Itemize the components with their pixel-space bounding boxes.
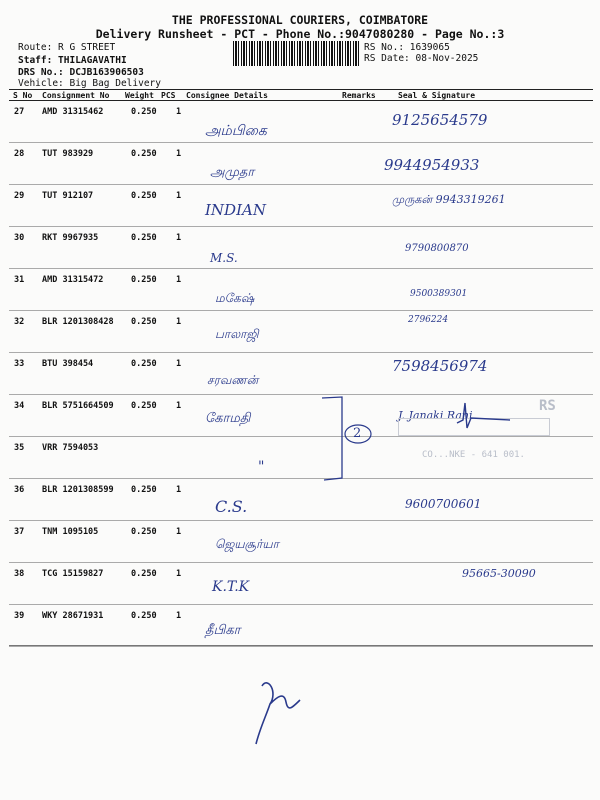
row-pcs: 1 [176, 107, 182, 117]
route: Route: R G STREET [18, 42, 116, 53]
row-seal: 9944954933 [384, 156, 480, 174]
row-consignee: அமுதா [210, 165, 255, 180]
row-divider [9, 646, 593, 647]
row-consignment: TNM 1095105 [42, 527, 99, 537]
table-row [9, 605, 593, 647]
row-sno: 32 [14, 317, 25, 327]
row-pcs: 1 [176, 527, 182, 537]
row-seal: 9500389301 [410, 289, 468, 299]
row-consignment: BTU 398454 [42, 359, 94, 369]
row-seal: 9125654579 [392, 111, 488, 129]
row-weight: 0.250 [131, 527, 157, 537]
col-consignee: Consignee Details [186, 91, 268, 100]
row-weight: 0.250 [131, 107, 157, 117]
row-consignee: தீபிகா [205, 623, 241, 638]
header-rule-top [9, 89, 593, 90]
row-sno: 30 [14, 233, 25, 243]
row-pcs: 1 [176, 401, 182, 411]
bracket-mark [318, 394, 378, 484]
row-sno: 33 [14, 359, 25, 369]
row-sno: 37 [14, 527, 25, 537]
table-row [9, 563, 593, 605]
col-pcs: PCS [161, 91, 176, 100]
vehicle: Vehicle: Big Bag Delivery [18, 78, 161, 89]
table-row [9, 185, 593, 227]
table-row [9, 101, 593, 143]
col-remarks: Remarks [342, 91, 376, 100]
row-consignment: AMD 31315462 [42, 107, 104, 117]
stamp-text-bottom: CO...NKE - 641 001. [422, 450, 525, 460]
table-bottom-rule [9, 645, 593, 646]
row-consignee: அம்பிகை [205, 123, 267, 139]
row-consignment: AMD 31315472 [42, 275, 104, 285]
table-row [9, 227, 593, 269]
row-weight: 0.250 [131, 191, 157, 201]
row-weight: 0.250 [131, 233, 157, 243]
table-row [9, 479, 593, 521]
row-seal: 95665-30090 [462, 567, 536, 580]
row-consignee: கோமதி [205, 411, 251, 426]
row-pcs: 1 [176, 149, 182, 159]
row-seal: J. Janaki Rani [398, 409, 473, 422]
row-pcs: 1 [176, 611, 182, 621]
row-sno: 31 [14, 275, 25, 285]
row-consignee: C.S. [215, 497, 248, 516]
row-seal: 9600700601 [405, 497, 482, 511]
row-consignee: பாலாஜி [215, 327, 259, 341]
row-consignment: RKT 9967935 [42, 233, 99, 243]
row-pcs: 1 [176, 275, 182, 285]
rs-number: RS No.: 1639065 [364, 42, 450, 53]
row-pcs: 1 [176, 191, 182, 201]
row-sno: 36 [14, 485, 25, 495]
staff-signature [248, 672, 308, 752]
company-title: THE PROFESSIONAL COURIERS, COIMBATORE [171, 13, 429, 27]
row-weight: 0.250 [131, 275, 157, 285]
row-consignment: TCG 15159827 [42, 569, 104, 579]
stamp-text-top: RS [539, 398, 556, 414]
signature-34 [455, 398, 515, 438]
row-seal: 2796224 [408, 315, 449, 325]
table-row [9, 353, 593, 395]
table-row [9, 269, 593, 311]
row-sno: 39 [14, 611, 25, 621]
row-seal: 7598456974 [392, 357, 488, 375]
rs-date: RS Date: 08-Nov-2025 [364, 53, 479, 64]
row-sno: 27 [14, 107, 25, 117]
row-consignment: BLR 1201308599 [42, 485, 114, 495]
row-pcs: 1 [176, 233, 182, 243]
row-consignment: BLR 5751664509 [42, 401, 114, 411]
row-consignee: K.T.K [212, 579, 250, 595]
col-weight: Weight [125, 91, 154, 100]
row-consignment: TUT 983929 [42, 149, 94, 159]
row-weight: 0.250 [131, 611, 157, 621]
row-seal: 9790800870 [405, 243, 469, 254]
row-sno: 29 [14, 191, 25, 201]
row-consignment: VRR 7594053 [42, 443, 99, 453]
row-seal: முருகன் 9943319261 [392, 193, 506, 206]
drs-number: DRS No.: DCJB163906503 [18, 67, 144, 78]
col-sno: S No [13, 91, 33, 100]
row-consignee: மகேஷ் [215, 291, 255, 305]
row-weight: 0.250 [131, 359, 157, 369]
row-pcs: 1 [176, 359, 182, 369]
row-consignment: BLR 1201308428 [42, 317, 114, 327]
bracket-note: 2 [353, 426, 362, 441]
row-consignee: சரவணன் [207, 373, 259, 387]
row-pcs: 1 [176, 569, 182, 579]
row-pcs: 1 [176, 317, 182, 327]
row-consignee: " [258, 459, 265, 475]
row-sno: 35 [14, 443, 25, 453]
row-consignee: INDIAN [205, 201, 266, 219]
col-consignment: Consignment No [42, 91, 110, 100]
row-consignment: WKY 28671931 [42, 611, 104, 621]
row-pcs: 1 [176, 485, 182, 495]
row-weight: 0.250 [131, 149, 157, 159]
table-row [9, 311, 593, 353]
row-sno: 34 [14, 401, 25, 411]
row-weight: 0.250 [131, 485, 157, 495]
row-consignee: ஜெயசூர்யா [215, 537, 279, 551]
row-consignment: TUT 912107 [42, 191, 94, 201]
row-weight: 0.250 [131, 569, 157, 579]
table-row [9, 143, 593, 185]
barcode [233, 41, 359, 66]
row-weight: 0.250 [131, 401, 157, 411]
row-sno: 28 [14, 149, 25, 159]
table-row [9, 521, 593, 563]
runsheet-subtitle: Delivery Runsheet - PCT - Phone No.:9047080280 - Page No.:3 [95, 27, 505, 41]
col-seal: Seal & Signature [398, 91, 476, 100]
row-consignee: M.S. [210, 251, 238, 265]
staff: Staff: THILAGAVATHI [18, 55, 127, 66]
row-sno: 38 [14, 569, 25, 579]
row-weight: 0.250 [131, 317, 157, 327]
